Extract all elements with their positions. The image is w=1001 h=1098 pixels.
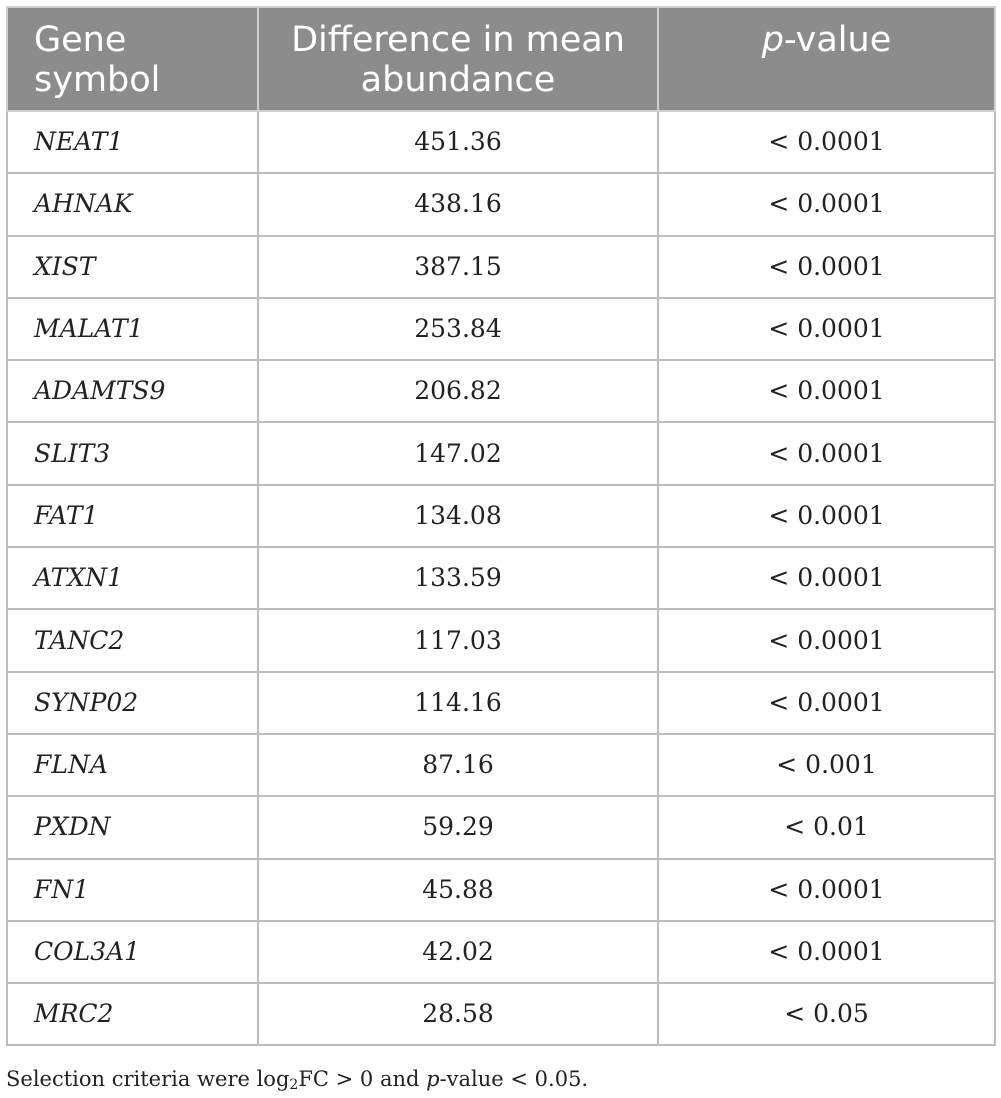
table-row [7,236,995,298]
p-value-cell: < 0.0001 [658,422,995,484]
footnote-part1: Selection criteria were log [6,1067,290,1091]
diff-cell: 206.82 [258,360,658,422]
diff-cell: 147.02 [258,422,658,484]
header-p-italic: p [761,20,784,60]
diff-cell: 438.16 [258,173,658,235]
footnote-p-italic: p [426,1067,440,1091]
footnote-part3: -value < 0.05. [439,1067,589,1091]
gene-cell: SYNP02 [7,672,258,734]
table-row [7,422,995,484]
table-row [7,173,995,235]
p-value-cell: < 0.0001 [658,360,995,422]
table-row [7,983,995,1045]
diff-cell: 87.16 [258,734,658,796]
diff-cell: 59.29 [258,796,658,858]
diff-cell: 133.59 [258,547,658,609]
table-body [7,111,995,1045]
gene-cell: MRC2 [7,983,258,1045]
table-row [7,796,995,858]
p-value-cell: < 0.0001 [658,485,995,547]
header-gene-line1: Gene [34,20,127,60]
gene-table [6,6,996,1046]
table-row [7,921,995,983]
p-value-cell: < 0.0001 [658,921,995,983]
gene-cell: FN1 [7,859,258,921]
header-diff-line1: Difference in mean [291,20,625,60]
header-p-value [658,7,995,111]
gene-cell: ATXN1 [7,547,258,609]
gene-table-container [6,6,994,1046]
p-value-cell: < 0.0001 [658,547,995,609]
gene-cell: AHNAK [7,173,258,235]
diff-cell: 45.88 [258,859,658,921]
gene-cell: ADAMTS9 [7,360,258,422]
p-value-cell: < 0.0001 [658,672,995,734]
table-row [7,609,995,671]
gene-cell: NEAT1 [7,111,258,173]
header-p-rest: -value [783,20,892,60]
p-value-cell: < 0.0001 [658,111,995,173]
table-row [7,672,995,734]
table-row [7,485,995,547]
diff-cell: 42.02 [258,921,658,983]
table-header [7,7,995,111]
table-row [7,360,995,422]
diff-cell: 387.15 [258,236,658,298]
p-value-cell: < 0.0001 [658,236,995,298]
gene-cell: MALAT1 [7,298,258,360]
header-difference [258,7,658,111]
p-value-cell: < 0.0001 [658,173,995,235]
gene-cell: TANC2 [7,609,258,671]
p-value-cell: < 0.001 [658,734,995,796]
diff-cell: 114.16 [258,672,658,734]
gene-cell: COL3A1 [7,921,258,983]
table-row [7,734,995,796]
diff-cell: 28.58 [258,983,658,1045]
footnote-part2: FC > 0 and [298,1067,427,1091]
table-footnote [6,1066,588,1098]
gene-cell: PXDN [7,796,258,858]
diff-cell: 134.08 [258,485,658,547]
diff-cell: 253.84 [258,298,658,360]
diff-cell: 117.03 [258,609,658,671]
p-value-cell: < 0.01 [658,796,995,858]
p-value-cell: < 0.0001 [658,609,995,671]
p-value-cell: < 0.05 [658,983,995,1045]
table-row [7,298,995,360]
header-diff-line2: abundance [360,60,556,100]
header-row [7,7,995,111]
gene-cell: SLIT3 [7,422,258,484]
p-value-cell: < 0.0001 [658,298,995,360]
header-gene-line2: symbol [34,60,161,100]
table-row [7,547,995,609]
diff-cell: 451.36 [258,111,658,173]
footnote-subscript: 2 [289,1077,299,1093]
gene-cell: FLNA [7,734,258,796]
gene-cell: FAT1 [7,485,258,547]
p-value-cell: < 0.0001 [658,859,995,921]
table-row [7,111,995,173]
table-row [7,859,995,921]
header-gene-symbol [7,7,258,111]
gene-cell: XIST [7,236,258,298]
